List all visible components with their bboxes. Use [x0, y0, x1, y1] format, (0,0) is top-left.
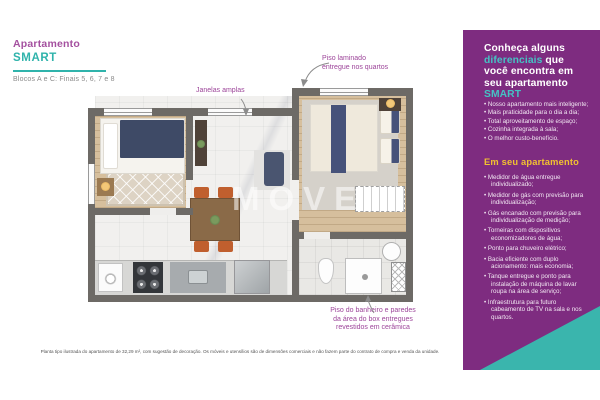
window-bedroom1 [104, 108, 152, 116]
panel-title-part1: Conheça alguns [484, 43, 565, 54]
feature-item: • Medidor de água entregue individualizado; [484, 174, 591, 189]
header-subtitle: Blocos A e C: Finais 5, 6, 7 e 8 [13, 76, 115, 83]
features-panel [463, 30, 600, 370]
bedroom2-pillow [380, 108, 400, 134]
annotation-windows: Janelas amplas [196, 87, 245, 94]
annotation-bathroom [300, 307, 446, 333]
door-gap-bedroom1 [150, 208, 176, 215]
window-living [208, 108, 252, 116]
feature-item: • Bacia eficiente com duplo acionamento: mais economia; [484, 256, 591, 271]
dining-chair [194, 241, 209, 252]
feature-item: • Tanque entregue e ponto para instalação de máquina de lavar roupa na área de serviço; [484, 273, 591, 295]
wall-bedroom2 [292, 96, 299, 180]
shower-drain [362, 274, 368, 280]
feature-item: • Gás encanado com previsão para individualização de medição; [484, 210, 591, 225]
bedroom2-bed-runner [331, 105, 346, 173]
wall-bedroom1 [186, 116, 193, 180]
footnote: Planta tipo ilustrada do apartamento de 32,29 m², com sugestão de decoração. Os móveis e utensílios são de dimensões comerciais e não fazem parte do contrato de compra e venda da unidade. [40, 349, 440, 354]
page-title-smart: SMART [13, 52, 57, 64]
annotation-bathroom-line1: Piso do banheiro e paredes [330, 307, 416, 314]
feature-item: • Torneiras com dispositivos economizadores de água; [484, 227, 591, 242]
feature-item: • Infraestrutura para futuro cabeamento de TV na sala e nos quartos. [484, 299, 591, 321]
dining-chair [218, 241, 233, 252]
bedroom1-lamp [101, 182, 110, 191]
feature-item: • Medidor de gás com previsão para individualização; [484, 192, 591, 207]
panel-title-smart: SMART [484, 89, 522, 101]
window-bedroom2 [320, 88, 368, 96]
vent-shaft [391, 262, 406, 292]
bedroom1-bed [100, 118, 185, 174]
bedroom2-pillow [380, 138, 400, 164]
washing-machine [98, 263, 123, 292]
features-panel-content [463, 30, 600, 321]
annotation-bathroom-line3: revestidos em cerâmica [336, 324, 410, 331]
dining-chair [218, 187, 233, 198]
window-left-wall [88, 164, 95, 204]
stove [133, 262, 163, 293]
intro-item: • O melhor custo-benefício. [484, 135, 600, 142]
panel-title [484, 43, 588, 101]
intro-item: • Mais praticidade para o dia a dia; [484, 109, 600, 116]
annotation-laminate-line2: entregue nos quartos [322, 63, 389, 71]
kitchen-sink-counter [170, 262, 226, 293]
page-title: Apartamento [13, 38, 80, 50]
wall-bottom [88, 295, 413, 302]
dining-chair [194, 187, 209, 198]
fridge [234, 260, 270, 294]
panel-title-highlight: diferenciais [484, 54, 543, 66]
door-gap-bathroom [304, 232, 330, 239]
intro-bullet-list [484, 101, 600, 142]
bedroom1-pillow [103, 123, 118, 169]
intro-item: • Nosso apartamento mais inteligente; [484, 101, 600, 108]
header [13, 38, 115, 83]
bedroom2-bed [310, 104, 378, 172]
sideboard-plant [197, 140, 205, 148]
feature-bullet-list [484, 174, 591, 321]
annotation-laminate [322, 55, 388, 72]
annotation-laminate-line1: Piso laminado [322, 55, 366, 62]
header-divider [13, 70, 106, 72]
intro-item: • Total aproveitamento de espaço; [484, 118, 600, 125]
wall-right [406, 88, 413, 302]
annotation-bathroom-line2: da área do box entregues [333, 315, 413, 323]
bedroom1-duvet [120, 120, 184, 158]
bedroom2-lamp [386, 99, 395, 108]
panel-section-heading: Em seu apartamento [484, 157, 580, 167]
wall-left [88, 108, 95, 302]
watermark: MOVE [232, 180, 366, 217]
kitchen-sink [188, 270, 208, 284]
wall-bedroom1-bottom [88, 208, 193, 215]
bathroom-sink [382, 242, 401, 261]
feature-item: • Ponto para chuveiro elétrico; [484, 245, 591, 252]
intro-item: • Cozinha integrada à sala; [484, 126, 600, 133]
shower-box [345, 258, 382, 294]
table-plant [210, 215, 220, 225]
panel-title-part3: que você encontra em seu apartamento [484, 54, 574, 89]
